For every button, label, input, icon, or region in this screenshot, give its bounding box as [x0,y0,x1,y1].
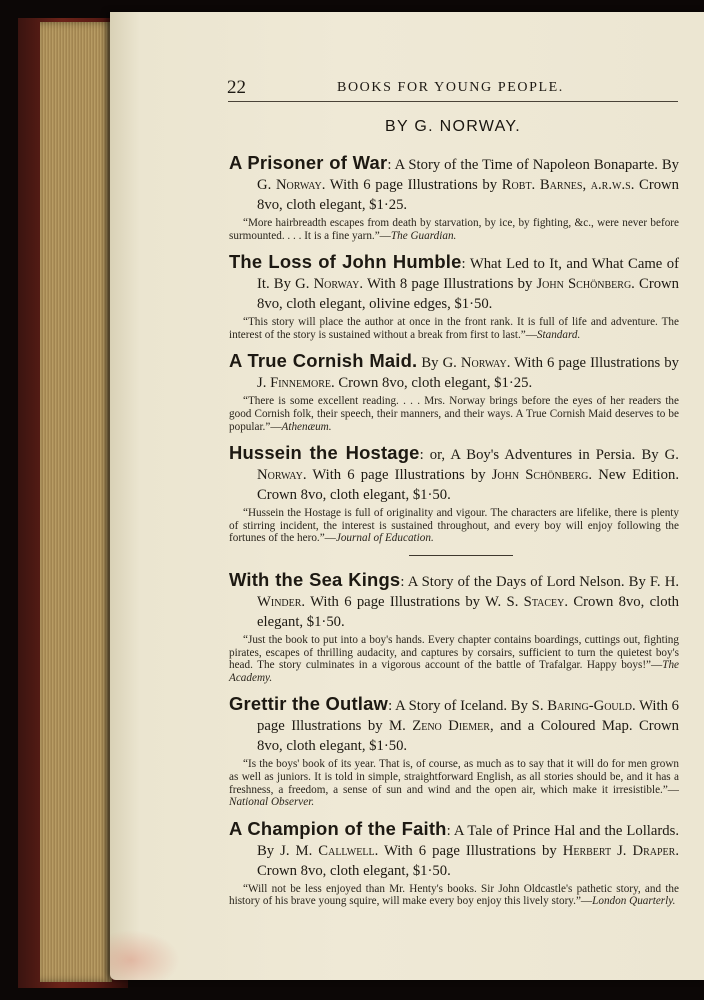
book-illustrator: John Schönberg. [491,467,593,484]
page-stain [110,930,180,980]
review-quote: “This story will place the author at once in the front rank. It is full of life and adventure. The interest of the story is sustained without a break from first to last.”—Standard. [229,316,679,341]
running-title: BOOKS FOR YOUNG PEOPLE. [337,80,564,95]
review-quote: “Is the boys' book of its year. That is, of course, as much as to say that it will do for men grown as well as juniors. It is told in simple, straightforward English, as all stories should be, and it has a freshness, a freedom, a sense of sun and wind and the open air, which make it irresistible.”—National Observer. [229,758,679,809]
book-title: A Champion of the Faith [229,817,447,839]
book-description: or, A Boy's Adventures in Persia. By G. [429,447,679,464]
book-description: A Story of Iceland. By S. [395,698,548,715]
review-source: The Academy. [229,659,679,684]
page-number: 22 [227,77,246,98]
book-author: Callwell [318,842,375,859]
book-entry [229,351,679,433]
book-description: What Led to It, and What Came of It. By G. [257,256,679,293]
author-heading: BY G. NORWAY. [384,118,522,135]
book-description: By G. [421,355,461,372]
entry-text: A Champion of the Faith: A Tale of Prince Hal and the Lollards. By J. M. Callwell. With 6 page Illustrations by Herbert J. Draper. Crown 8vo, cloth elegant, $1·50. [229,817,680,879]
book-format-price: Crown 8vo, cloth elegant, $1·25. [334,375,533,392]
entry-text: With the Sea Kings: A Story of the Days of Lord Nelson. By F. H. Winder. With 6 page Illustrations by W. S. Stacey. Crown 8vo, cloth elegant, $1·50. [229,568,679,630]
book-author: Baring-Gould [547,698,632,715]
book-entry [229,694,679,808]
book-description: A Story of the Time of Napoleon Bonaparte. By G. [257,157,679,193]
book-format-price: Crown 8vo, cloth elegant, $1·50. [257,862,451,879]
book-illustrator: Robt. Barnes, a.r.w.s. [501,177,635,193]
review-quote: “Hussein the Hostage is full of originality and vigour. The characters are lifelike, there is plenty of stirring incident, the interest is sustained throughout, and every boy will enjoy following the fortunes of the hero.”—Journal of Education. [229,507,679,545]
review-source: Standard. [536,328,581,341]
review-quote: “More hairbreadth escapes from death by starvation, by ice, by fighting, &c., were never before surmounted. . . . It is a fine yarn.”—The Guardian. [229,217,679,242]
page-edges [40,22,112,982]
book-format-price: and a Coloured Map. Crown 8vo, cloth elegant, $1·50. [257,718,679,755]
book-entry [229,153,679,242]
review-quote: “There is some excellent reading. . . . Mrs. Norway brings before the eyes of her readers the good Cornish folk, their speech, their manners, and their ways. A True Cornish Maid deserves to be popular.”—Athenæum. [229,395,679,433]
book-list [229,153,679,918]
book-entry [229,252,679,341]
book-illustrator: John Schönberg. [536,276,635,293]
review-source: National Observer. [229,796,315,809]
book-author: Norway [275,177,322,193]
entry-text: A Prisoner of War: A Story of the Time of Napoleon Bonaparte. By G. Norway. With 6 page Illustrations by Robt. Barnes, a.r.w.s. Crown 8vo, cloth elegant, $1·25. [229,152,680,213]
section-divider [409,555,513,556]
book-format-price: New Edition. Crown 8vo, cloth elegant, $1·50. [257,467,679,504]
running-head [227,77,682,99]
entry-text: A True Cornish Maid. By G. Norway. With 6 page Illustrations by J. Finnemore. Crown 8vo, cloth elegant, $1·25. [229,350,679,392]
book-title: Grettir the Outlaw [229,693,389,715]
book-title: A True Cornish Maid. [229,350,418,372]
book-description: A Tale of Prince Hal and the Lollards. By J. M. [257,822,680,859]
book-format-price: Crown 8vo, cloth elegant, $1·50. [257,593,679,630]
entry-text: Grettir the Outlaw: A Story of Iceland. By S. Baring-Gould. With 6 page Illustrations by M. Zeno Diemer, and a Coloured Map. Crown 8vo, cloth elegant, $1·50. [229,693,679,755]
header-rule [228,101,678,102]
review-source: The Guardian. [390,229,457,242]
book-entry [229,819,679,908]
entry-text: Hussein the Hostage: or, A Boy's Adventures in Persia. By G. Norway. With 6 page Illustrations by John Schönberg. New Edition. Crown 8vo, cloth elegant, $1·50. [229,442,679,504]
review-quote: “Will not be less enjoyed than Mr. Henty's books. Sir John Oldcastle's pathetic story, and the history of his brave young squire, will make every boy enjoy this lively story.”—London Quarterly. [229,882,679,908]
book-illustrator: Stacey. [523,593,569,610]
review-source: Journal of Education. [335,532,434,545]
book-entry [229,443,679,545]
review-quote: “Just the book to put into a boy's hands. Every chapter contains boardings, cuttings out, fighting pirates, escapes of thrilling audacity, and captures by corsairs, sufficient to turn the quietest boy's head. The story culminates in a vigorous account of the battle of Trafalgar. Happy boys!”—The Academy. [229,633,679,684]
book-title: The Loss of John Humble [229,251,462,273]
book-author: Norway [313,276,360,293]
book-entry [229,570,679,684]
book-title: Hussein the Hostage [229,442,420,464]
book-format-price: Crown 8vo, cloth elegant, $1·25. [257,177,680,213]
book-format-price: Crown 8vo, cloth elegant, olivine edges, $1·50. [257,276,680,313]
book-title: With the Sea Kings [229,568,401,590]
book-illustrator: Finnemore. [270,375,335,392]
book-description: A Story of the Days of Lord Nelson. By F. H. [407,573,679,590]
book-author: Norway [460,355,507,372]
book-illustrator: Zeno Diemer, [412,718,494,735]
book-author: Norway [257,467,303,484]
book-title: A Prisoner of War [229,152,388,173]
entry-text: The Loss of John Humble: What Led to It, and What Came of It. By G. Norway. With 8 page Illustrations by John Schönberg. Crown 8vo, cloth elegant, olivine edges, $1·50. [229,251,680,313]
book-author: Winder [257,593,302,610]
review-source: Athenæum. [281,420,332,433]
review-source: London Quarterly. [592,895,676,908]
book-illustrator: Herbert J. Draper. [562,842,679,859]
